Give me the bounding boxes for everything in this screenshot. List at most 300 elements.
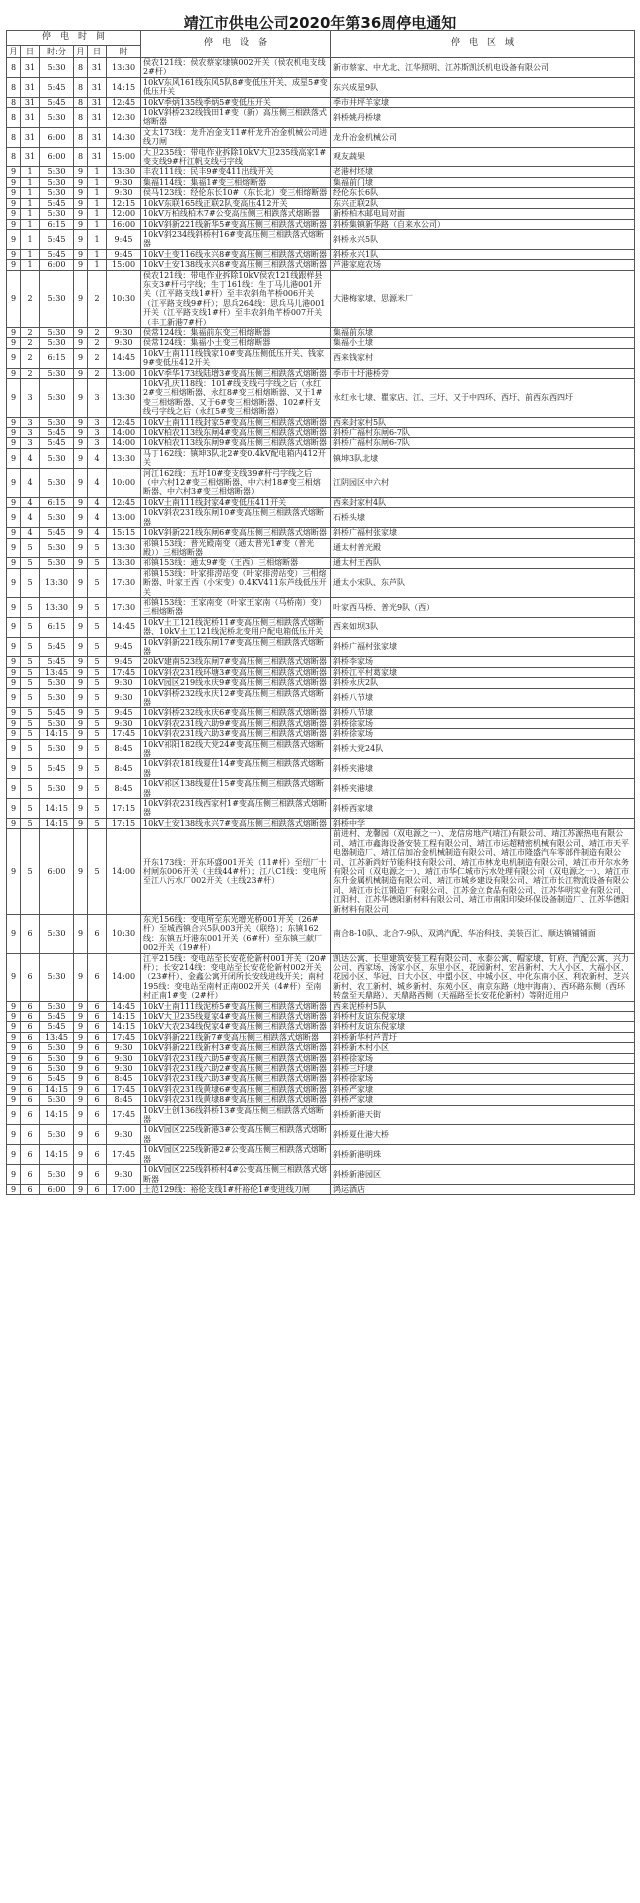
start-month: 9 (7, 818, 21, 828)
end-day: 6 (88, 1064, 107, 1074)
end-day: 1 (88, 167, 107, 177)
end-time: 17:45 (107, 1105, 141, 1125)
outage-area: 斜桥永兴1队 (331, 249, 635, 259)
outage-device: 侯农121线：带电作业拆除10kV侯农121线跟样县东支3#杆弓字线；生丁161线：生丁马儿港001开关（江平路支线1#杆）至丰农斜角芊桥006开关（江平路支线9#杆）；思兵264线：思兵马儿港001开关（江平路支线1#杆）至丰农斜角芊桥007开关（丰工新港7#杆） (141, 270, 331, 327)
start-month: 9 (7, 177, 21, 187)
start-time: 5:30 (40, 368, 74, 378)
start-month: 9 (7, 368, 21, 378)
end-time: 13:30 (107, 379, 141, 418)
end-month: 9 (74, 177, 88, 187)
start-day: 31 (21, 77, 40, 97)
table-row (7, 348, 635, 368)
end-day: 1 (88, 229, 107, 249)
start-month: 9 (7, 1022, 21, 1032)
outage-device: 10kV园区219线永庆9#变高压侧三相跌落式熔断器 (141, 678, 331, 688)
start-time: 5:30 (40, 108, 74, 128)
start-time: 5:30 (40, 448, 74, 468)
outage-device: 土范129线：裕伦支线1#杆裕伦1#变进线刀闸 (141, 1184, 331, 1194)
outage-device: 祁镇153线：王家南变（叶家王家南（马桥南）变）三相熔断器 (141, 597, 331, 617)
start-time: 5:30 (40, 678, 74, 688)
start-month: 9 (7, 198, 21, 208)
end-day: 31 (88, 77, 107, 97)
start-time: 5:30 (40, 1165, 74, 1185)
end-time: 14:30 (107, 127, 141, 147)
outage-area: 西来封家村5队 (331, 417, 635, 427)
start-month: 8 (7, 147, 21, 167)
outage-device: 10kV土南111线钱家10#变高压侧低压开关、钱家9#变低压412开关 (141, 348, 331, 368)
end-month: 9 (74, 417, 88, 427)
start-month: 9 (7, 188, 21, 198)
table-row (7, 1043, 635, 1053)
end-time: 13:30 (107, 558, 141, 568)
start-time: 5:30 (40, 270, 74, 327)
table-row (7, 97, 635, 107)
outage-device: 10kV土变116线永兴8#变高压侧三相跌落式熔断器 (141, 249, 331, 259)
start-time: 6:15 (40, 219, 74, 229)
start-time: 5:45 (40, 428, 74, 438)
start-time: 5:30 (40, 188, 74, 198)
outage-area: 西来钱家村 (331, 348, 635, 368)
end-time: 9:30 (107, 1125, 141, 1145)
outage-area: 集福前门埭 (331, 177, 635, 187)
start-time: 5:30 (40, 379, 74, 418)
start-day: 31 (21, 127, 40, 147)
table-row (7, 708, 635, 718)
end-time: 9:30 (107, 1165, 141, 1185)
end-month: 8 (74, 97, 88, 107)
start-day: 6 (21, 1074, 40, 1084)
start-month: 9 (7, 597, 21, 617)
end-day: 5 (88, 779, 107, 799)
start-time: 5:30 (40, 718, 74, 728)
table-row (7, 177, 635, 187)
end-day: 6 (88, 1165, 107, 1185)
table-row (7, 667, 635, 677)
table-row (7, 379, 635, 418)
start-month: 9 (7, 1074, 21, 1084)
page-title: 靖江市供电公司2020年第36周停电通知 (183, 14, 457, 32)
end-month: 9 (74, 1084, 88, 1094)
outage-device: 10kV东风161线东风5队8#变低压开关、成星5#变低压开关 (141, 77, 331, 97)
end-time: 17:45 (107, 667, 141, 677)
outage-device: 10kV大卫235线夏家4#变高压侧三相跌落式熔断器 (141, 1012, 331, 1022)
table-row (7, 914, 635, 953)
end-time: 17:45 (107, 1145, 141, 1165)
table-row (7, 678, 635, 688)
outage-device: 侯常124线：集福小土变三相熔断器 (141, 338, 331, 348)
end-month: 9 (74, 718, 88, 728)
start-day: 6 (21, 1032, 40, 1042)
end-day: 5 (88, 558, 107, 568)
end-time: 14:00 (107, 438, 141, 448)
end-day: 3 (88, 428, 107, 438)
start-month: 9 (7, 538, 21, 558)
table-row (7, 108, 635, 128)
start-time: 5:30 (40, 58, 74, 78)
start-time: 5:45 (40, 1012, 74, 1022)
end-time: 17:15 (107, 818, 141, 828)
start-month: 9 (7, 508, 21, 528)
start-time: 6:00 (40, 147, 74, 167)
table-row (7, 249, 635, 259)
end-day: 5 (88, 718, 107, 728)
end-time: 9:30 (107, 1064, 141, 1074)
start-time: 5:30 (40, 739, 74, 759)
end-month: 9 (74, 739, 88, 759)
end-time: 12:45 (107, 97, 141, 107)
end-time: 12:30 (107, 108, 141, 128)
outage-area: 龙升冶金机械公司 (331, 127, 635, 147)
start-time: 5:30 (40, 688, 74, 708)
start-day: 6 (21, 1001, 40, 1011)
table-row (7, 1012, 635, 1022)
start-day: 6 (21, 1145, 40, 1165)
start-time: 5:30 (40, 177, 74, 187)
end-time: 8:45 (107, 779, 141, 799)
start-time: 6:00 (40, 829, 74, 915)
end-day: 5 (88, 739, 107, 759)
start-day: 4 (21, 468, 40, 497)
end-time: 9:45 (107, 229, 141, 249)
header-area: 停 电 区 域 (331, 31, 635, 58)
end-day: 31 (88, 127, 107, 147)
start-month: 9 (7, 1145, 21, 1165)
end-time: 17:30 (107, 568, 141, 597)
table-row (7, 209, 635, 219)
start-time: 5:30 (40, 558, 74, 568)
end-day: 2 (88, 368, 107, 378)
start-month: 9 (7, 678, 21, 688)
outage-area: 西来如坝3队 (331, 617, 635, 637)
end-day: 31 (88, 97, 107, 107)
start-time: 5:30 (40, 953, 74, 1001)
outage-area: 季市井坪羊家埭 (331, 97, 635, 107)
end-time: 14:15 (107, 1022, 141, 1032)
start-day: 5 (21, 637, 40, 657)
start-day: 5 (21, 829, 40, 915)
start-month: 9 (7, 229, 21, 249)
start-time: 6:00 (40, 1184, 74, 1194)
end-month: 9 (74, 508, 88, 528)
table-row (7, 1165, 635, 1185)
end-day: 4 (88, 468, 107, 497)
start-time: 13:45 (40, 1032, 74, 1042)
outage-device: 10kV大农234线倪家4#变高压侧三相跌落式熔断器 (141, 1022, 331, 1032)
end-time: 17:45 (107, 1084, 141, 1094)
end-month: 9 (74, 568, 88, 597)
start-time: 6:00 (40, 260, 74, 270)
end-time: 14:45 (107, 1001, 141, 1011)
end-day: 5 (88, 667, 107, 677)
end-day: 6 (88, 953, 107, 1001)
start-month: 9 (7, 1184, 21, 1194)
table-row (7, 1095, 635, 1105)
start-time: 5:45 (40, 657, 74, 667)
outage-device: 10kV季炳135线季炳5#变低压开关 (141, 97, 331, 107)
outage-device: 10kV园区225线新港2#公变高压侧三相跌落式熔断器 (141, 1145, 331, 1165)
start-day: 2 (21, 327, 40, 337)
end-time: 8:45 (107, 1074, 141, 1084)
start-month: 9 (7, 270, 21, 327)
table-row (7, 818, 635, 828)
start-day: 1 (21, 260, 40, 270)
start-month: 9 (7, 718, 21, 728)
end-time: 14:45 (107, 617, 141, 637)
header-device: 停 电 设 备 (141, 31, 331, 58)
end-month: 8 (74, 108, 88, 128)
table-row (7, 188, 635, 198)
outage-device: 祁镇153线：通太9#变（王西）三相熔断器 (141, 558, 331, 568)
start-time: 5:45 (40, 708, 74, 718)
outage-device: 10kV斜农231线六助9#变高压侧三相跌落式熔断器 (141, 718, 331, 728)
end-time: 9:30 (107, 188, 141, 198)
outage-device: 大卫235线：带电作业拆除10kV大卫235线高家1#变支线9#杆江帆支线弓字线 (141, 147, 331, 167)
start-day: 3 (21, 428, 40, 438)
start-month: 9 (7, 558, 21, 568)
outage-area: 斜桥徐家场 (331, 729, 635, 739)
end-month: 9 (74, 688, 88, 708)
outage-area: 凯达公寓、长里建筑安装工程有限公司、永泰公寓、帽家埭、钉府、汽配公寓、兴力公司、西家场、汤家小区、东里小区、花园新村、宏昌新村、大人小区、大福小区、花园小区、华冠、日大小区、中盟小区、中城小区、中化东南小区、利农新村、芝兴新村、农工新村、城乡新村、东苑小区、南京东路（地中海南）、西环路东侧（西环转盘至天鼎路）、天鼎路西侧（天福路至长安花伦新村）等附近用户 (331, 953, 635, 1001)
end-month: 9 (74, 1022, 88, 1032)
end-month: 9 (74, 1012, 88, 1022)
outage-device: 10kV斜农231线东闸10#变高压侧三相跌落式熔断器 (141, 508, 331, 528)
start-month: 9 (7, 739, 21, 759)
end-time: 14:00 (107, 428, 141, 438)
outage-area: 斜桥夹港埭 (331, 759, 635, 779)
end-month: 9 (74, 759, 88, 779)
end-day: 4 (88, 448, 107, 468)
end-month: 9 (74, 729, 88, 739)
end-month: 9 (74, 438, 88, 448)
outage-device: 10kV柏农113线东闸9#变高压侧三相跌落式熔断器 (141, 438, 331, 448)
outage-device: 10kV斜农231线西家村1#变高压侧三相跌落式熔断器 (141, 799, 331, 819)
start-month: 9 (7, 528, 21, 538)
end-month: 9 (74, 528, 88, 538)
table-row (7, 528, 635, 538)
outage-device: 文太173线：龙升冶金支11#杆龙升冶金机械公司进线刀闸 (141, 127, 331, 147)
start-time: 5:30 (40, 779, 74, 799)
end-month: 9 (74, 779, 88, 799)
start-month: 9 (7, 448, 21, 468)
end-day: 1 (88, 198, 107, 208)
table-row (7, 77, 635, 97)
outage-device: 10kV斜新221线东闸17#变高压侧三相跌落式熔断器 (141, 637, 331, 657)
start-day: 1 (21, 229, 40, 249)
outage-device: 河江162线：五圩10#变支线39#杆弓字线之后（中六村12#变三相熔断器、中六村18#变三相熔断器、中六村3#变三相熔断器） (141, 468, 331, 497)
outage-area: 斜桥八节埭 (331, 688, 635, 708)
start-month: 9 (7, 260, 21, 270)
start-day: 1 (21, 177, 40, 187)
start-time: 5:30 (40, 167, 74, 177)
start-day: 3 (21, 379, 40, 418)
start-time: 5:45 (40, 198, 74, 208)
outage-area: 老港村坯埭 (331, 167, 635, 177)
outage-area: 斜桥中学 (331, 818, 635, 828)
outage-device: 10kV孔庆118线：101#线支线弓字线之后（永红2#变三相熔断器、永红8#变三相熔断器、又于1#变三相熔断器、又于6#变三相熔断器、102#杆支线弓字线之后（永红5#变三相熔断器） (141, 379, 331, 418)
outage-area: 斜桥李家场 (331, 657, 635, 667)
start-time: 14:15 (40, 729, 74, 739)
end-day: 4 (88, 508, 107, 528)
start-month: 9 (7, 667, 21, 677)
start-time: 14:15 (40, 1145, 74, 1165)
table-row (7, 953, 635, 1001)
outage-device: 10kV祁阳182线大党24#变高压侧三相跌落式熔断器 (141, 739, 331, 759)
end-month: 9 (74, 167, 88, 177)
end-day: 1 (88, 219, 107, 229)
table-row (7, 1074, 635, 1084)
outage-device: 10kV斜农231线黄埭6#变高压侧三相跌落式熔断器 (141, 1084, 331, 1094)
start-day: 6 (21, 1105, 40, 1125)
start-month: 9 (7, 348, 21, 368)
end-month: 9 (74, 198, 88, 208)
start-time: 13:30 (40, 568, 74, 597)
outage-device: 10kV东联165线正联2队变高压412开关 (141, 198, 331, 208)
outage-area: 斜桥江平村葛家埭 (331, 667, 635, 677)
start-time: 5:30 (40, 327, 74, 337)
outage-device: 丰农111线：民丰9#变411出线开关 (141, 167, 331, 177)
outage-area: 大港梅家埭、思源米厂 (331, 270, 635, 327)
end-day: 1 (88, 188, 107, 198)
end-month: 9 (74, 1095, 88, 1105)
outage-device: 10kV斜农231线黄埭8#变高压侧三相跌落式熔断器 (141, 1095, 331, 1105)
end-time: 12:45 (107, 497, 141, 507)
table-row (7, 1105, 635, 1125)
end-time: 13:00 (107, 508, 141, 528)
end-day: 5 (88, 729, 107, 739)
outage-device: 10kV土创136线斜桥13#变高压侧三相跌落式熔断器 (141, 1105, 331, 1125)
end-time: 12:15 (107, 198, 141, 208)
end-day: 5 (88, 637, 107, 657)
outage-device: 集福114线：集福1#变三相熔断器 (141, 177, 331, 187)
end-month: 8 (74, 147, 88, 167)
end-day: 6 (88, 914, 107, 953)
end-day: 31 (88, 147, 107, 167)
outage-area: 斜桥新华村芦青圩 (331, 1032, 635, 1042)
end-month: 9 (74, 829, 88, 915)
end-month: 9 (74, 1043, 88, 1053)
start-day: 4 (21, 528, 40, 538)
start-time: 5:30 (40, 209, 74, 219)
end-day: 2 (88, 348, 107, 368)
outage-area: 斜桥新木村小区 (331, 1043, 635, 1053)
outage-area: 斜桥严家埭 (331, 1084, 635, 1094)
table-row (7, 637, 635, 657)
outage-area: 季市十圩港桥旁 (331, 368, 635, 378)
start-time: 5:30 (40, 914, 74, 953)
outage-device: 10kV斜桥232线永庆12#变高压侧三相跌落式熔断器 (141, 688, 331, 708)
outage-area: 斜桥西家埭 (331, 799, 635, 819)
table-row (7, 167, 635, 177)
end-day: 1 (88, 177, 107, 187)
start-time: 14:15 (40, 818, 74, 828)
start-time: 6:00 (40, 127, 74, 147)
start-day: 6 (21, 1053, 40, 1063)
start-time: 13:30 (40, 597, 74, 617)
start-month: 9 (7, 1043, 21, 1053)
outage-area: 通太村王西队 (331, 558, 635, 568)
end-day: 1 (88, 209, 107, 219)
end-time: 8:45 (107, 759, 141, 779)
outage-area: 东兴正联2队 (331, 198, 635, 208)
end-day: 5 (88, 617, 107, 637)
outage-area: 斜桥严家埭 (331, 1095, 635, 1105)
end-month: 9 (74, 667, 88, 677)
header-end-month: 月 (74, 46, 88, 58)
end-time: 17:45 (107, 1032, 141, 1042)
outage-area: 观友蔬果 (331, 147, 635, 167)
end-day: 5 (88, 759, 107, 779)
table-row (7, 1184, 635, 1194)
end-time: 8:45 (107, 739, 141, 759)
table-row (7, 1084, 635, 1094)
end-time: 12:00 (107, 209, 141, 219)
end-month: 9 (74, 270, 88, 327)
start-month: 9 (7, 1053, 21, 1063)
outage-table (6, 30, 635, 1195)
start-month: 9 (7, 759, 21, 779)
start-day: 2 (21, 348, 40, 368)
end-day: 5 (88, 708, 107, 718)
start-time: 5:45 (40, 1022, 74, 1032)
header-end-day: 日 (88, 46, 107, 58)
outage-area: 斜桥村友谊东倪家埭 (331, 1022, 635, 1032)
start-time: 5:30 (40, 1053, 74, 1063)
end-month: 9 (74, 1125, 88, 1145)
table-row (7, 1001, 635, 1011)
table-row (7, 617, 635, 637)
end-month: 9 (74, 799, 88, 819)
end-time: 17:30 (107, 597, 141, 617)
start-day: 5 (21, 617, 40, 637)
start-month: 9 (7, 167, 21, 177)
outage-device: 20kV建南523线东闸7#变高压侧三相跌落式熔断器 (141, 657, 331, 667)
end-day: 5 (88, 688, 107, 708)
end-day: 4 (88, 497, 107, 507)
start-day: 31 (21, 58, 40, 78)
outage-device: 东光156线：变电所至东光增光桥001开关（26#杆）至城西镇合兴5队003开关（联络）；东镇162线：东镇五圩港东001开关（6#杆）至东镇三献厂002开关（19#杆） (141, 914, 331, 953)
end-time: 16:00 (107, 219, 141, 229)
end-time: 15:00 (107, 260, 141, 270)
end-time: 14:00 (107, 953, 141, 1001)
end-time: 12:45 (107, 417, 141, 427)
end-day: 6 (88, 1084, 107, 1094)
outage-device: 10kV土南111线封家4#变低压411开关 (141, 497, 331, 507)
start-day: 1 (21, 249, 40, 259)
table-row (7, 338, 635, 348)
end-time: 15:15 (107, 528, 141, 538)
outage-area: 西来封家村4队 (331, 497, 635, 507)
end-month: 8 (74, 77, 88, 97)
start-month: 9 (7, 568, 21, 597)
start-day: 5 (21, 657, 40, 667)
start-month: 8 (7, 77, 21, 97)
start-time: 5:45 (40, 438, 74, 448)
table-row (7, 1145, 635, 1165)
table-row (7, 260, 635, 270)
start-month: 9 (7, 1012, 21, 1022)
outage-device: 10kV斜农181线夏仕14#变高压侧三相跌落式熔断器 (141, 759, 331, 779)
start-day: 6 (21, 914, 40, 953)
end-time: 14:00 (107, 829, 141, 915)
end-day: 6 (88, 1032, 107, 1042)
start-time: 6:15 (40, 348, 74, 368)
start-day: 5 (21, 568, 40, 597)
outage-area: 斜桥广福村张家埭 (331, 637, 635, 657)
outage-device: 10kV斜新221线新7#变高压侧三相跌落式熔断器 (141, 1032, 331, 1042)
start-day: 5 (21, 729, 40, 739)
end-month: 9 (74, 1053, 88, 1063)
end-time: 9:30 (107, 1043, 141, 1053)
